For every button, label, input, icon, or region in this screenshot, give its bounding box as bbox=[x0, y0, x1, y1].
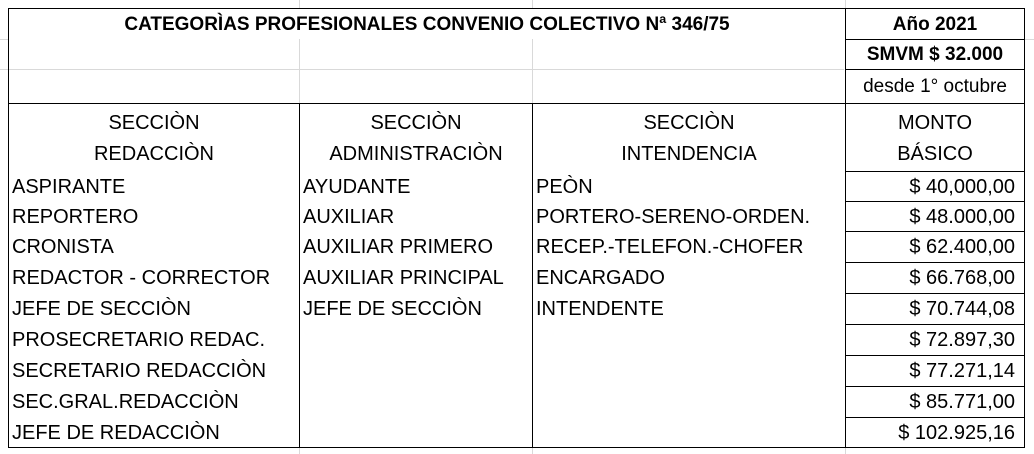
col-header-intendencia: SECCIÒN bbox=[643, 112, 735, 134]
gridline bbox=[845, 448, 846, 454]
gridline bbox=[845, 0, 846, 8]
table-title: CATEGORÌAS PROFESIONALES CONVENIO COLECTIVO Nª 346/75 bbox=[124, 13, 730, 35]
cell-monto: $ 66.768,00 bbox=[909, 267, 1015, 289]
gridline bbox=[532, 0, 533, 8]
cell-administracion bbox=[300, 356, 532, 386]
smvm-label: SMVM $ 32.000 bbox=[866, 44, 1004, 65]
cell-intendencia bbox=[533, 418, 845, 447]
cell-monto: $ 72.897,30 bbox=[909, 329, 1015, 351]
gridline bbox=[299, 0, 300, 8]
gridline bbox=[0, 39, 8, 40]
cell-administracion: AUXILIAR bbox=[303, 205, 395, 228]
cell-redaccion: JEFE DE SECCIÒN bbox=[12, 298, 191, 320]
cell-redaccion: PROSECRETARIO REDAC. bbox=[12, 329, 265, 351]
cell-redaccion: ASPIRANTE bbox=[12, 175, 126, 198]
col-header-administracion: SECCIÒN bbox=[370, 112, 462, 134]
cell-administracion bbox=[300, 418, 532, 447]
gridline bbox=[1024, 39, 1034, 40]
cell-monto: $ 62.400,00 bbox=[909, 236, 1015, 258]
col-header-redaccion: REDACCIÒN bbox=[93, 143, 214, 165]
gridline bbox=[0, 69, 8, 70]
col-header-redaccion: SECCIÒN bbox=[108, 112, 200, 134]
cell-redaccion: REDACTOR - CORRECTOR bbox=[12, 267, 271, 289]
cell-monto: $ 40,000,00 bbox=[909, 175, 1015, 198]
cell-intendencia bbox=[533, 356, 845, 386]
col-header-monto: MONTO bbox=[897, 112, 973, 134]
cell-monto: $ 70.744,08 bbox=[909, 298, 1015, 320]
border-line bbox=[8, 447, 1025, 448]
cell-intendencia: ENCARGADO bbox=[536, 267, 665, 289]
cell-intendencia: PEÒN bbox=[536, 175, 593, 198]
cell-redaccion: SEC.GRAL.REDACCIÒN bbox=[12, 391, 239, 413]
border-line bbox=[1024, 8, 1025, 448]
cell-administracion: AUXILIAR PRIMERO bbox=[303, 236, 494, 258]
col-header-intendencia: INTENDENCIA bbox=[621, 143, 757, 165]
col-header-administracion: ADMINISTRACIÒN bbox=[329, 143, 503, 165]
gridline bbox=[299, 39, 300, 103]
cell-administracion: AUXILIAR PRINCIPAL bbox=[303, 267, 504, 289]
gridline bbox=[532, 448, 533, 454]
cell-administracion bbox=[300, 387, 532, 417]
border-line bbox=[8, 103, 1025, 104]
gridline bbox=[8, 69, 844, 70]
gridline bbox=[532, 39, 533, 103]
cell-redaccion: JEFE DE REDACCIÒN bbox=[12, 421, 220, 444]
cell-intendencia bbox=[533, 387, 845, 417]
cell-administracion bbox=[300, 325, 532, 355]
cell-administracion: JEFE DE SECCIÒN bbox=[303, 298, 482, 320]
cell-administracion: AYUDANTE bbox=[303, 175, 411, 198]
cell-intendencia: RECEP.-TELEFON.-CHOFER bbox=[536, 236, 804, 258]
since-label: desde 1° octubre bbox=[863, 76, 1007, 97]
cell-redaccion: REPORTERO bbox=[12, 205, 139, 228]
cell-monto: $ 85.771,00 bbox=[909, 391, 1015, 413]
cell-intendencia: INTENDENTE bbox=[536, 298, 664, 320]
cell-intendencia bbox=[533, 325, 845, 355]
cell-redaccion: CRONISTA bbox=[12, 236, 114, 258]
gridline bbox=[299, 448, 300, 454]
col-header-monto: BÁSICO bbox=[897, 143, 973, 165]
cell-redaccion: SECRETARIO REDACCIÒN bbox=[12, 360, 267, 382]
cell-monto: $ 77.271,14 bbox=[909, 360, 1015, 382]
cell-intendencia: PORTERO-SERENO-ORDEN. bbox=[536, 205, 811, 228]
year-label: Año 2021 bbox=[892, 13, 978, 35]
cell-monto: $ 102.925,16 bbox=[898, 421, 1015, 444]
cell-monto: $ 48.000,00 bbox=[909, 205, 1015, 228]
